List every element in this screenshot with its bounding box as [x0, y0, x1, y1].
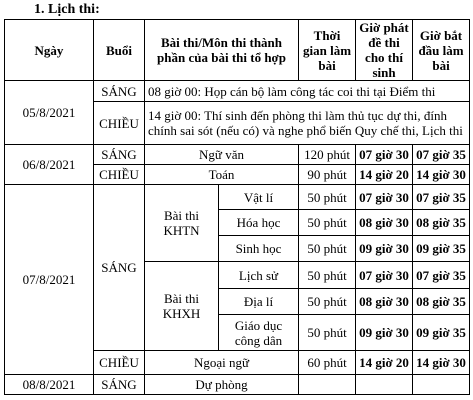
combined-exam-cell: Bài thi KHTN: [145, 185, 219, 262]
start-cell: 07 giờ 35: [413, 262, 470, 289]
session-cell: SÁNG: [94, 81, 145, 102]
subject-cell: Vật lí: [219, 185, 299, 210]
release-cell: [356, 375, 413, 395]
session-cell: SÁNG: [94, 185, 145, 351]
release-cell: 14 giờ 20: [356, 351, 413, 375]
start-cell: 09 giờ 35: [413, 236, 470, 262]
note-cell: 14 giờ 00: Thí sinh đến phòng thi làm thủ tục dự thi, đính chính sai sót (nếu có) và nghe phổ biến Quy chế thi, Lịch thi: [145, 102, 470, 145]
date-cell: 06/8/2021: [5, 145, 94, 185]
table-row: [5, 81, 470, 102]
session-cell: CHIỀU: [94, 165, 145, 185]
release-cell: 14 giờ 20: [356, 165, 413, 185]
start-cell: 14 giờ 30: [413, 165, 470, 185]
session-cell: CHIỀU: [94, 102, 145, 145]
start-cell: 08 giờ 35: [413, 289, 470, 315]
start-cell: 07 giờ 35: [413, 185, 470, 210]
exam-schedule-table: [4, 19, 470, 395]
duration-cell: 90 phút: [299, 165, 356, 185]
subject-cell: Hóa học: [219, 210, 299, 236]
release-cell: 09 giờ 30: [356, 236, 413, 262]
subject-cell: Ngoại ngữ: [145, 351, 299, 375]
start-cell: 07 giờ 35: [413, 145, 470, 165]
session-cell: CHIỀU: [94, 351, 145, 375]
header-release: Giờ phát đề thi cho thí sinh: [356, 20, 413, 81]
duration-cell: [299, 375, 356, 395]
duration-cell: 120 phút: [299, 145, 356, 165]
header-session: Buổi: [94, 20, 145, 81]
header-duration: Thời gian làm bài: [299, 20, 356, 81]
duration-cell: 50 phút: [299, 289, 356, 315]
release-cell: 08 giờ 30: [356, 210, 413, 236]
date-cell: 05/8/2021: [5, 81, 94, 145]
subject-cell: Dự phòng: [145, 375, 299, 395]
start-cell: 08 giờ 35: [413, 210, 470, 236]
duration-cell: 50 phút: [299, 185, 356, 210]
subject-cell: Lịch sử: [219, 262, 299, 289]
header-start: Giờ bắt đầu làm bài: [413, 20, 470, 81]
section-heading: 1. Lịch thi:: [34, 2, 100, 17]
release-cell: 07 giờ 30: [356, 145, 413, 165]
subject-cell: Sinh học: [219, 236, 299, 262]
combined-exam-cell: Bài thi KHXH: [145, 262, 219, 351]
start-cell: 14 giờ 30: [413, 351, 470, 375]
session-cell: SÁNG: [94, 375, 145, 395]
table-row: [5, 375, 470, 395]
release-cell: 07 giờ 30: [356, 185, 413, 210]
table-row: [5, 185, 470, 210]
date-cell: 08/8/2021: [5, 375, 94, 395]
header-date: Ngày: [5, 20, 94, 81]
duration-cell: 60 phút: [299, 351, 356, 375]
release-cell: 07 giờ 30: [356, 262, 413, 289]
subject-cell: Giáo dục công dân: [219, 315, 299, 351]
duration-cell: 50 phút: [299, 315, 356, 351]
duration-cell: 50 phút: [299, 210, 356, 236]
header-subject: Bài thi/Môn thi thành phần của bài thi tổ hợp: [145, 20, 299, 81]
start-cell: 09 giờ 35: [413, 315, 470, 351]
subject-cell: Địa lí: [219, 289, 299, 315]
session-cell: SÁNG: [94, 145, 145, 165]
release-cell: 08 giờ 30: [356, 289, 413, 315]
subject-cell: Toán: [145, 165, 299, 185]
table-row: [5, 145, 470, 165]
release-cell: 09 giờ 30: [356, 315, 413, 351]
duration-cell: 50 phút: [299, 236, 356, 262]
start-cell: [413, 375, 470, 395]
duration-cell: 50 phút: [299, 262, 356, 289]
subject-cell: Ngữ văn: [145, 145, 299, 165]
date-cell: 07/8/2021: [5, 185, 94, 375]
table-header-row: [5, 20, 470, 81]
note-cell: 08 giờ 00: Họp cán bộ làm công tác coi thi tại Điểm thi: [145, 81, 470, 102]
